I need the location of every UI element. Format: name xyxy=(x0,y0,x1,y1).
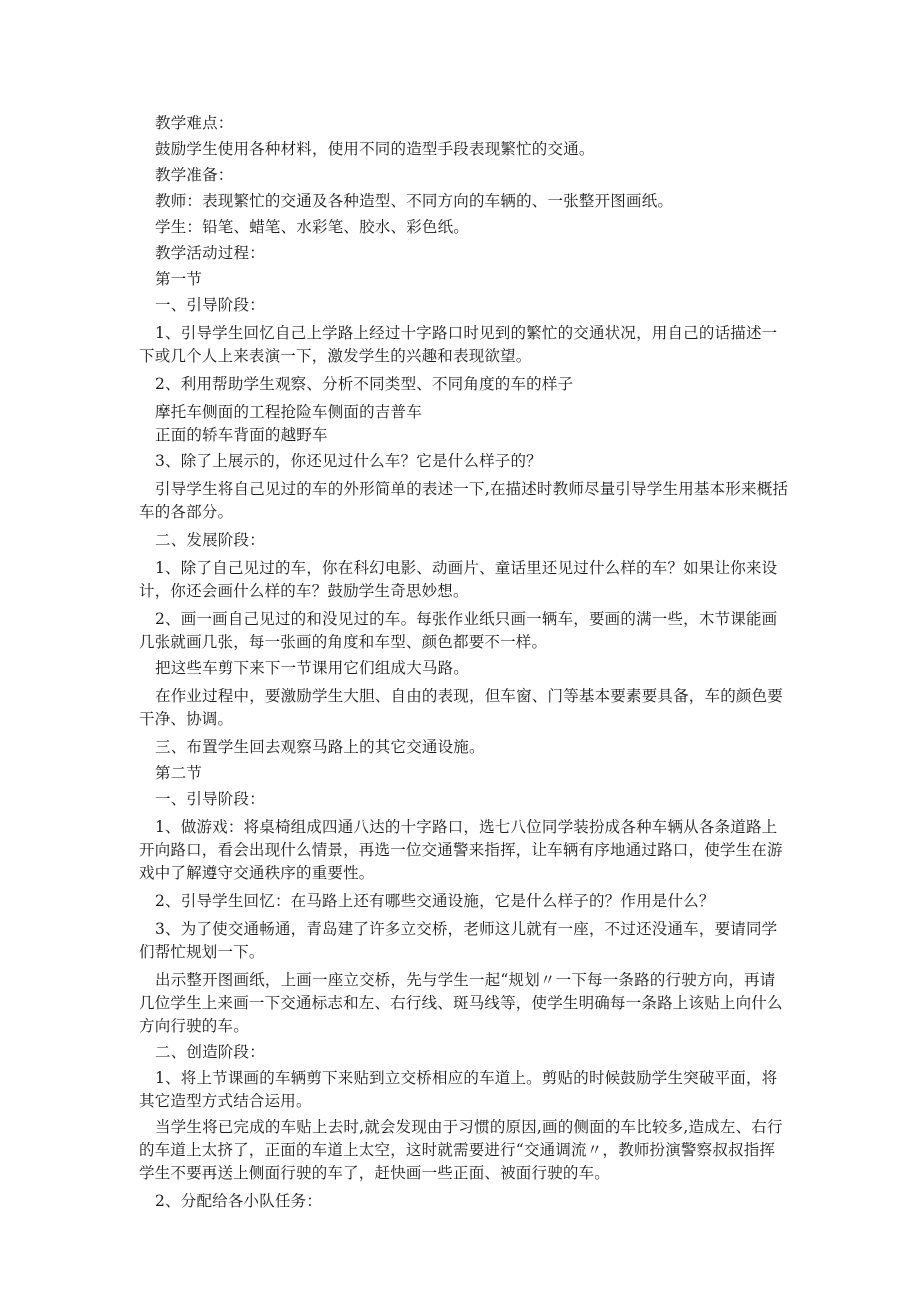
list-item: 2、引导学生回忆：在马路上还有哪些交通设施，它是什么样子的？作用是什么？ xyxy=(155,892,715,910)
list-item: 1、引导学生回忆自己上学路上经过十字路口时见到的繁忙的交通状况，用自己的话描述一下或几个人上来表演一下，激发学生的兴趣和表现欲望。 xyxy=(139,324,778,365)
section-heading: 第二节 xyxy=(155,764,203,782)
paragraph: 在作业过程中，要激励学生大胆、自由的表现，但车窗、门等基本要素要具备，车的颜色要干净、协调。 xyxy=(139,687,784,728)
document-body xyxy=(139,112,789,1213)
paragraph: 当学生将已完成的车贴上去时,就会发现由于习惯的原因,画的侧面的车比较多,造成左、右行的车道上太挤了，正面的车道上太空，这时就需要进行“交通调流〃，教师扮演警察叔叔指挥学生不要再送上侧面行驶的车了，赶快画一些正面、被面行驶的车。 xyxy=(139,1118,783,1182)
list-item: 3、除了上展示的，你还见过什么车？它是什么样子的？ xyxy=(155,452,542,470)
stage-heading: 二、创造阶段： xyxy=(155,1043,265,1061)
stage-heading: 二、发展阶段： xyxy=(155,531,265,549)
list-item: 2、利用帮助学生观察、分析不同类型、不同角度的车的样子 xyxy=(155,375,574,393)
list-item: 1、将上节课画的车辆剪下来贴到立交桥相应的车道上。剪贴的时候鼓励学生突破平面，将其它造型方式结合运用。 xyxy=(139,1069,778,1110)
heading-teaching-preparation: 教学准备： xyxy=(155,166,234,184)
paragraph: 把这些车剪下来下一节课用它们组成大马路。 xyxy=(155,659,470,677)
paragraph: 学生：铅笔、蜡笔、水彩笔、胶水、彩色纸。 xyxy=(155,218,470,236)
list-item: 1、做游戏：将桌椅组成四通八达的十字路口，选七八位同学装扮成各种车辆从各条道路上开向路口，看会出现什么情景，再选一位交通警来指挥，让车辆有序地通过路口，使学生在游戏中了解遵守交通秩序的重要性。 xyxy=(139,818,783,882)
heading-activity-process: 教学活动过程： xyxy=(155,244,265,262)
list-item: 三、布置学生回去观察马路上的其它交通设施。 xyxy=(155,738,485,756)
paragraph: 摩托车侧面的工程抢险车侧面的吉普车 xyxy=(155,403,422,421)
list-item: 2、画一画自己见过的和没见过的车。每张作业纸只画一辆车，要画的满一些，木节课能画几张就画几张，每一张画的角度和车型、颜色都要不一样。 xyxy=(139,610,778,651)
paragraph: 引导学生将自己见过的车的外形简单的表述一下,在描述时教师尽量引导学生用基本形来概括车的各部分。 xyxy=(139,480,789,521)
paragraph: 出示整开图画纸，上画一座立交桥，先与学生一起“规划〃一下每一条路的行驶方向，再请几位学生上来画一下交通标志和左、右行线、斑马线等，使学生明确每一条路上该贴上向什么方向行驶的车。 xyxy=(139,971,783,1035)
list-item: 2、分配给各小队任务： xyxy=(155,1192,323,1210)
paragraph: 教师：表现繁忙的交通及各种造型、不同方向的车辆的、一张整开图画纸。 xyxy=(155,192,674,210)
heading-teaching-difficulty: 教学难点： xyxy=(155,114,234,132)
paragraph: 鼓励学生使用各种材料，使用不同的造型手段表现繁忙的交通。 xyxy=(155,140,595,158)
stage-heading: 一、引导阶段： xyxy=(155,296,265,314)
list-item: 1、除了自己见过的车，你在科幻电影、动画片、童话里还见过什么样的车？如果让你来设计，你还会画什么样的车？鼓励学生奇思妙想。 xyxy=(139,559,778,600)
list-item: 3、为了使交通畅通，青岛建了许多立交桥，老师这儿就有一座，不过还没通车，要请同学们帮忙规划一下。 xyxy=(139,920,778,961)
section-heading: 第一节 xyxy=(155,270,203,288)
paragraph: 正面的轿车背面的越野车 xyxy=(155,426,328,444)
stage-heading: 一、引导阶段： xyxy=(155,790,265,808)
